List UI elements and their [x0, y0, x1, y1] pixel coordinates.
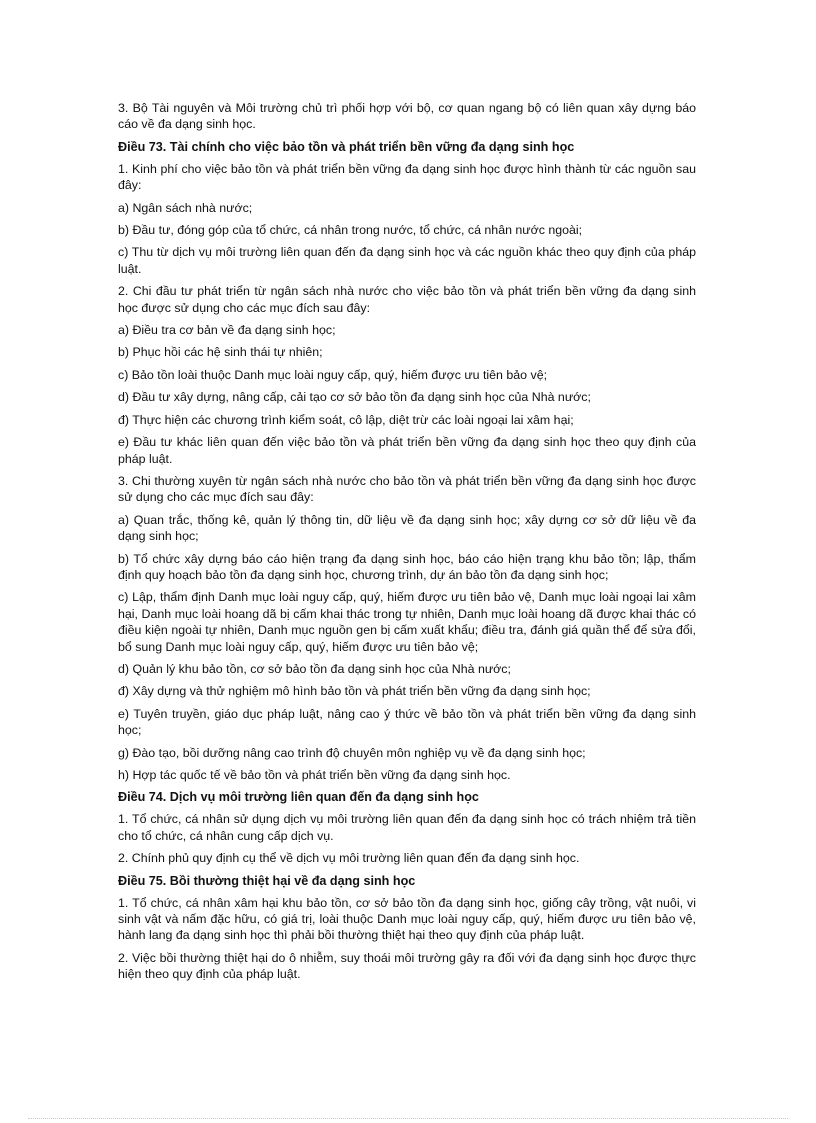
paragraph: đ) Xây dựng và thử nghiệm mô hình bảo tồn và phát triển bền vững đa dạng sinh học;	[118, 684, 591, 699]
paragraph: e) Tuyên truyền, giáo dục pháp luật, nâng cao ý thức về bảo tồn và phát triển bền vững đa dạng sinh học;	[118, 706, 696, 738]
paragraph: 1. Tổ chức, cá nhân xâm hại khu bảo tồn, cơ sở bảo tồn đa dạng sinh học, giống cây trồng, vật nuôi, vi sinh vật và nấm đặc hữu, có giá trị, loài thuộc Danh mục loài nguy cấp, quý, hiếm được ưu tiên bảo vệ, hành lang đa dạng sinh học thì phải bồi thường thiệt hại theo quy định của pháp luật.	[118, 895, 696, 943]
paragraph: c) Thu từ dịch vụ môi trường liên quan đến đa dạng sinh học và các nguồn khác theo quy định của pháp luật.	[118, 245, 696, 276]
article-heading: Điều 74. Dịch vụ môi trường liên quan đến đa dạng sinh học	[118, 790, 479, 805]
paragraph: b) Phục hồi các hệ sinh thái tự nhiên;	[118, 345, 323, 360]
paragraph: c) Bảo tồn loài thuộc Danh mục loài nguy cấp, quý, hiếm được ưu tiên bảo vệ;	[118, 367, 548, 382]
paragraph: 2. Việc bồi thường thiệt hại do ô nhiễm, suy thoái môi trường gây ra đối với đa dạng sinh học được thực hiện theo quy định của pháp luật.	[118, 950, 696, 982]
article-heading: Điều 73. Tài chính cho việc bảo tồn và phát triển bền vững đa dạng sinh học	[118, 139, 575, 154]
paragraph: 2. Chính phủ quy định cụ thể về dịch vụ môi trường liên quan đến đa dạng sinh học.	[118, 851, 580, 866]
paragraph: h) Hợp tác quốc tế về bảo tồn và phát triển bền vững đa dạng sinh học.	[118, 768, 511, 782]
document-page	[118, 100, 696, 989]
paragraph: c) Lập, thẩm định Danh mục loài nguy cấp, quý, hiếm được ưu tiên bảo vệ, Danh mục loài ngoại lai xâm hại, Danh mục loài hoang dã bị cấm khai thác trong tự nhiên, Danh mục loài hoang dã được khai thác có điều kiện ngoài tự nhiên, Danh mục nguồn gen bị cấm xuất khẩu; điều tra, đánh giá quần thể để sửa đổi, bổ sung Danh mục loài nguy cấp, quý, hiếm được ưu tiên bảo vệ;	[118, 590, 696, 654]
article-heading: Điều 75. Bồi thường thiệt hại về đa dạng sinh học	[118, 873, 416, 888]
paragraph: b) Đầu tư, đóng góp của tổ chức, cá nhân trong nước, tổ chức, cá nhân nước ngoài;	[118, 223, 583, 238]
paragraph: 3. Bộ Tài nguyên và Môi trường chủ trì phối hợp với bộ, cơ quan ngang bộ có liên quan xây dựng báo cáo về đa dạng sinh học.	[118, 101, 696, 132]
paragraph: 1. Kinh phí cho việc bảo tồn và phát triển bền vững đa dạng sinh học được hình thành từ các nguồn sau đây:	[118, 161, 696, 193]
paragraph: e) Đầu tư khác liên quan đến việc bảo tồn và phát triển bền vững đa dạng sinh học theo quy định của pháp luật.	[118, 435, 696, 466]
paragraph: d) Đầu tư xây dựng, nâng cấp, cải tạo cơ sở bảo tồn đa dạng sinh học của Nhà nước;	[118, 390, 591, 405]
paragraph: 1. Tổ chức, cá nhân sử dụng dịch vụ môi trường liên quan đến đa dạng sinh học có trách nhiệm trả tiền cho tổ chức, cá nhân cung cấp dịch vụ.	[118, 812, 696, 843]
paragraph: 2. Chi đầu tư phát triển từ ngân sách nhà nước cho việc bảo tồn và phát triển bền vững đa dạng sinh học được sử dụng cho các mục đích sau đây:	[118, 284, 696, 315]
paragraph: 3. Chi thường xuyên từ ngân sách nhà nước cho bảo tồn và phát triển bền vững đa dạng sinh học được sử dụng cho các mục đích sau đây:	[118, 473, 696, 505]
page-footer-rule	[28, 1118, 788, 1119]
paragraph: g) Đào tạo, bồi dưỡng nâng cao trình độ chuyên môn nghiệp vụ về đa dạng sinh học;	[118, 745, 586, 760]
paragraph: đ) Thực hiện các chương trình kiểm soát, cô lập, diệt trừ các loài ngoại lai xâm hại;	[118, 412, 574, 427]
paragraph: a) Quan trắc, thống kê, quản lý thông tin, dữ liệu về đa dạng sinh học; xây dựng cơ sở dữ liệu về đa dạng sinh học;	[118, 512, 696, 544]
paragraph: b) Tổ chức xây dựng báo cáo hiện trạng đa dạng sinh học, báo cáo hiện trạng khu bảo tồn; lập, thẩm định quy hoạch bảo tồn đa dạng sinh học, chương trình, dự án bảo tồn đa dạng sinh học;	[118, 551, 696, 582]
paragraph: a) Ngân sách nhà nước;	[118, 200, 253, 215]
paragraph: a) Điều tra cơ bản về đa dạng sinh học;	[118, 323, 336, 338]
document-body	[118, 100, 696, 983]
paragraph: d) Quản lý khu bảo tồn, cơ sở bảo tồn đa dạng sinh học của Nhà nước;	[118, 661, 511, 676]
